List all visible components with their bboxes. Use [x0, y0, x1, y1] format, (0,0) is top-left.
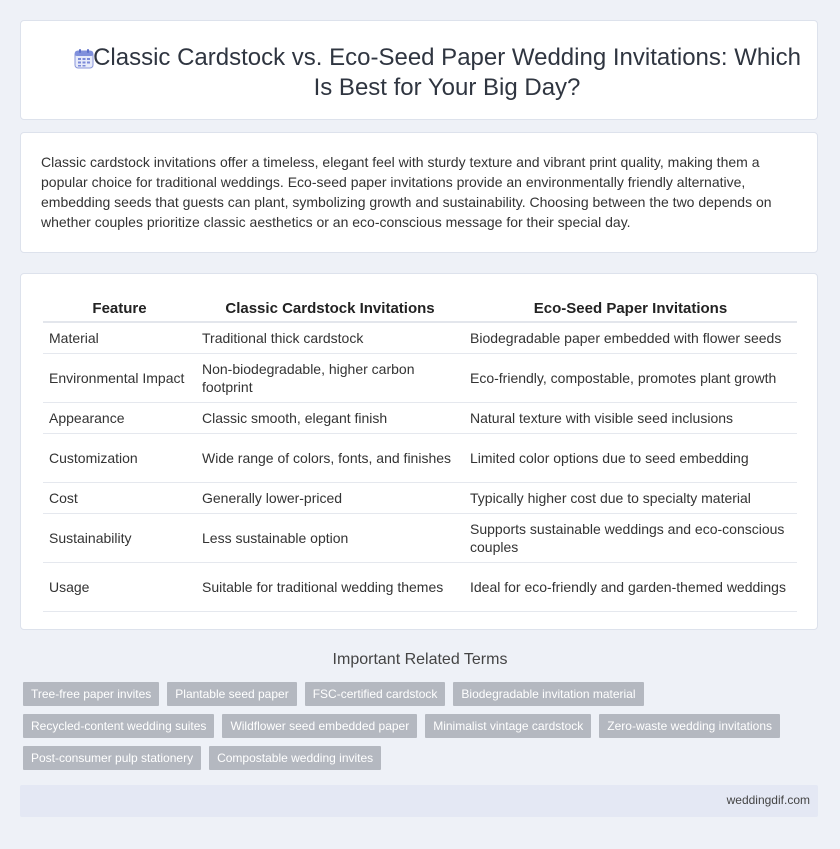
feature-cell: Usage	[43, 563, 196, 612]
related-term-tag[interactable]: Compostable wedding invites	[209, 746, 381, 770]
calendar-icon	[73, 48, 95, 70]
comparison-table	[43, 296, 797, 612]
eco-cell: Typically higher cost due to specialty material	[464, 483, 797, 514]
related-term-tag[interactable]: Zero-waste wedding invitations	[599, 714, 780, 738]
feature-cell: Cost	[43, 483, 196, 514]
classic-cell: Wide range of colors, fonts, and finishes	[196, 434, 464, 483]
table-header-row	[43, 296, 797, 322]
intro-card	[20, 132, 818, 253]
footer	[20, 785, 818, 817]
table-row	[43, 403, 797, 434]
related-term-tag[interactable]: Biodegradable invitation material	[453, 682, 643, 706]
feature-cell: Customization	[43, 434, 196, 483]
related-term-tag[interactable]: Recycled-content wedding suites	[23, 714, 214, 738]
related-term-tag[interactable]: Post-consumer pulp stationery	[23, 746, 201, 770]
table-row	[43, 354, 797, 403]
related-terms-list	[23, 682, 813, 770]
classic-cell: Less sustainable option	[196, 514, 464, 563]
table-row	[43, 563, 797, 612]
site-name[interactable]: weddingdif.com	[726, 793, 810, 807]
comparison-card	[20, 273, 818, 630]
eco-cell: Eco-friendly, compostable, promotes plant growth	[464, 354, 797, 403]
related-term-tag[interactable]: Minimalist vintage cardstock	[425, 714, 591, 738]
classic-cell: Generally lower-priced	[196, 483, 464, 514]
eco-cell: Supports sustainable weddings and eco-conscious couples	[464, 514, 797, 563]
eco-cell: Natural texture with visible seed inclusions	[464, 403, 797, 434]
title-card	[20, 20, 818, 120]
feature-cell: Environmental Impact	[43, 354, 196, 403]
feature-cell: Appearance	[43, 403, 196, 434]
classic-cell: Suitable for traditional wedding themes	[196, 563, 464, 612]
classic-cell: Non-biodegradable, higher carbon footprint	[196, 354, 464, 403]
related-terms-heading: Important Related Terms	[332, 651, 508, 668]
feature-cell: Sustainability	[43, 514, 196, 563]
classic-cell: Traditional thick cardstock	[196, 322, 464, 354]
table-row	[43, 483, 797, 514]
table-row	[43, 322, 797, 354]
column-header-eco: Eco-Seed Paper Invitations	[464, 296, 797, 322]
column-header-classic: Classic Cardstock Invitations	[196, 296, 464, 322]
eco-cell: Biodegradable paper embedded with flower seeds	[464, 322, 797, 354]
table-row	[43, 434, 797, 483]
related-term-tag[interactable]: FSC-certified cardstock	[305, 682, 446, 706]
related-term-tag[interactable]: Wildflower seed embedded paper	[222, 714, 417, 738]
feature-cell: Material	[43, 322, 196, 354]
classic-cell: Classic smooth, elegant finish	[196, 403, 464, 434]
related-term-tag[interactable]: Plantable seed paper	[167, 682, 296, 706]
column-header-feature: Feature	[43, 296, 196, 322]
related-term-tag[interactable]: Tree-free paper invites	[23, 682, 159, 706]
table-row	[43, 514, 797, 563]
eco-cell: Limited color options due to seed embedding	[464, 434, 797, 483]
page-title: Classic Cardstock vs. Eco-Seed Paper Wedding Invitations: Which Is Best for Your Big Day?	[93, 44, 801, 101]
intro-paragraph: Classic cardstock invitations offer a timeless, elegant feel with sturdy texture and vibrant print quality, making them a popular choice for traditional weddings. Eco-seed paper invitations provide an environmentally friendly alternative, embedding seeds that guests can plant, symbolizing growth and sustainability. Choosing between the two depends on whether couples prioritize classic aesthetics or an eco-conscious message for their special day.	[41, 154, 772, 230]
eco-cell: Ideal for eco-friendly and garden-themed weddings	[464, 563, 797, 612]
